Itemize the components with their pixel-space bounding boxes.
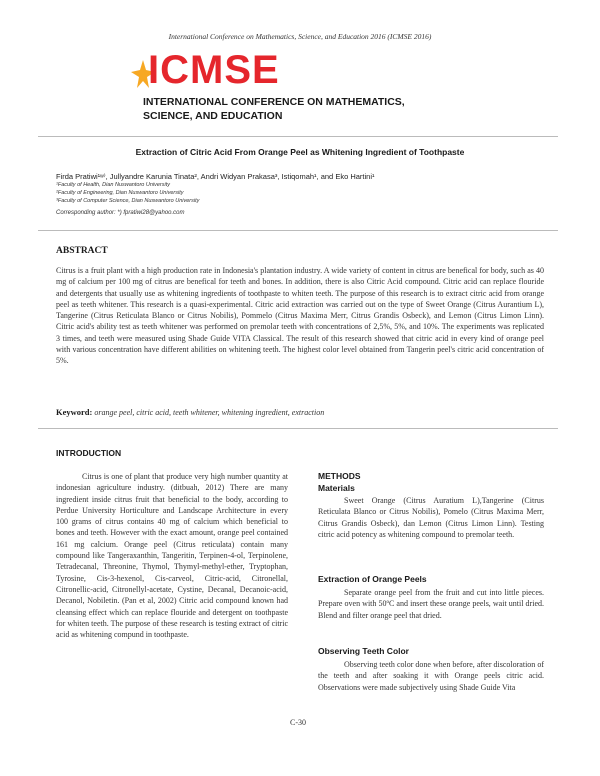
header-divider	[38, 136, 558, 137]
extraction-heading: Extraction of Orange Peels	[318, 574, 427, 584]
conference-logo: ICMSE	[148, 48, 280, 92]
extraction-body: Separate orange peel from the fruit and cut into little pieces. Prepare oven with 50ºC and insert these orange peels, wait until dried. Blend and filter orange peel that dried.	[318, 588, 544, 620]
introduction-column	[56, 471, 288, 640]
paper-title: Extraction of Citric Acid From Orange Peel as Whitening Ingredient of Toothpaste	[135, 147, 465, 157]
keywords	[56, 407, 544, 417]
abstract-top-divider	[38, 230, 558, 231]
observing-column	[318, 659, 544, 693]
materials-heading: Materials	[318, 483, 355, 493]
materials-body: Sweet Orange (Citrus Auratium L),Tangerine (Citrus Reticulata Blanco or Citrus Nobilis), Pomelo (Citrus Maxima Merr, Citrus Grandis Osbeck), dan Lemon (Citrus Limon Linn). Testing citric acid potency as whitening compound to premolar teeth.	[318, 496, 544, 539]
abstract-heading: ABSTRACT	[56, 246, 108, 256]
keyword-list: orange peel, citric acid, teeth whitener, whitening ingredient, extraction	[94, 408, 325, 417]
conference-name-line2: SCIENCE, AND EDUCATION	[143, 110, 283, 122]
keyword-label: Keyword:	[56, 407, 93, 417]
introduction-body: Citrus is one of plant that produce very high number quantity at indonesian agriculture industry. (ditbuah, 2012) There are many ingredient inside citrus fruit that beneficial to the body, according to Perdue University Horticulture and Landscape Architecture in every 100 grams of citrus contains 40 mg of calcium which beneficial to bones and teeth. However with the exact amount, orange peel contained 161 mg calcium. Orange peel (Citrus reticulata) contain many compound like Tangeraxanthin, Tangeritin, Terpinen-4-ol, Terpinolene, Tetradecanal, Threonine, Thymol, Thymyl-methyl-ether, Tryptophan, Tyrosine, Cis-3-hexenol, Cis-carveol, Citric-acid, Citronellal, Citronellic-acid, Citronellyl-acetate, Cystine, Decanal, Decanoic-acid, Decanol, Nobiletin. (Pan et al, 2002) Citric acid compound known had cleansing effect which can replace flouride and detergent on toothpaste for whiten teeth. The purpose of these research is testing extract of citric acid as whitening compund in toothpaste.	[56, 472, 288, 640]
conference-name	[143, 95, 543, 123]
affiliation-2: ²Faculty of Engineering, Dian Nuswantoro University	[56, 190, 184, 196]
introduction-heading: INTRODUCTION	[56, 448, 122, 458]
corresponding-author: Corresponding author: *) fpratiwi28@yahoo.com	[56, 210, 185, 216]
observing-body: Observing teeth color done when before, after discoloration of the teeth and after soaking it with Orange peels citric acid. Observations were made subjectively using Shade Guide Vita	[318, 660, 544, 692]
running-head: International Conference on Mathematics, Science, and Education 2016 (ICMSE 2016)	[168, 32, 432, 41]
methods-heading: METHODS	[318, 471, 361, 481]
author-list: Firda Pratiwi¹ʷ⁾, Jullyandre Karunia Tinata², Andri Widyan Prakasa³, Istiqomah¹, and Eko Hartini¹	[56, 172, 375, 181]
page-number: C-30	[290, 718, 306, 727]
affiliation-3: ³Faculty of Computer Science, Dian Nuswantoro University	[56, 198, 200, 204]
abstract-bottom-divider	[38, 428, 558, 429]
affiliation-1: ¹Faculty of Health, Dian Nuswantoro University	[56, 182, 171, 188]
observing-heading: Observing Teeth Color	[318, 646, 409, 656]
abstract-body: Citrus is a fruit plant with a high production rate in Indonesia's plantation industry. A wide variety of content in citrus are benefical for body, such as 40 mg of calcium per 100 mg of citrus are benefical for teeth and bones. In addition, there is also Citric Acid compound. Citric acid can replace flouride and detergents that usually use as whitening ingredients of toothpaste to whiten teeth. The purpose of this research is to extract citric acid from orange peel as teeth whitener. This research is a quasi-experimental. Citric acid extraction was carried out on the type of Sweet Orange (Citrus Aurantium L), Tangerine (Citrus Reticulata Blanco or Citrus Nobilis), Pommelo (Citrus Maxima Merr, Citrus Grandis Osbeck), and Lemon (Citrus Limon Linn). Citric acid's ability test as teeth whitener was performed on premolar teeth with concentrations of 2,5%, 5%, and 10%. The experiments was replicated 3 times, and teeth were measured using Shade Guide VITA Classical. The result of this research showed that citric acid in every kind of orange peel with various concentration have different abilities on whitening teeth. The highest color level obtained from Tangerin peel's citric acid concentration of 5%.	[56, 266, 544, 366]
conference-name-line1: INTERNATIONAL CONFERENCE ON MATHEMATICS,	[143, 96, 405, 108]
extraction-column	[318, 587, 544, 621]
materials-column	[318, 495, 544, 540]
